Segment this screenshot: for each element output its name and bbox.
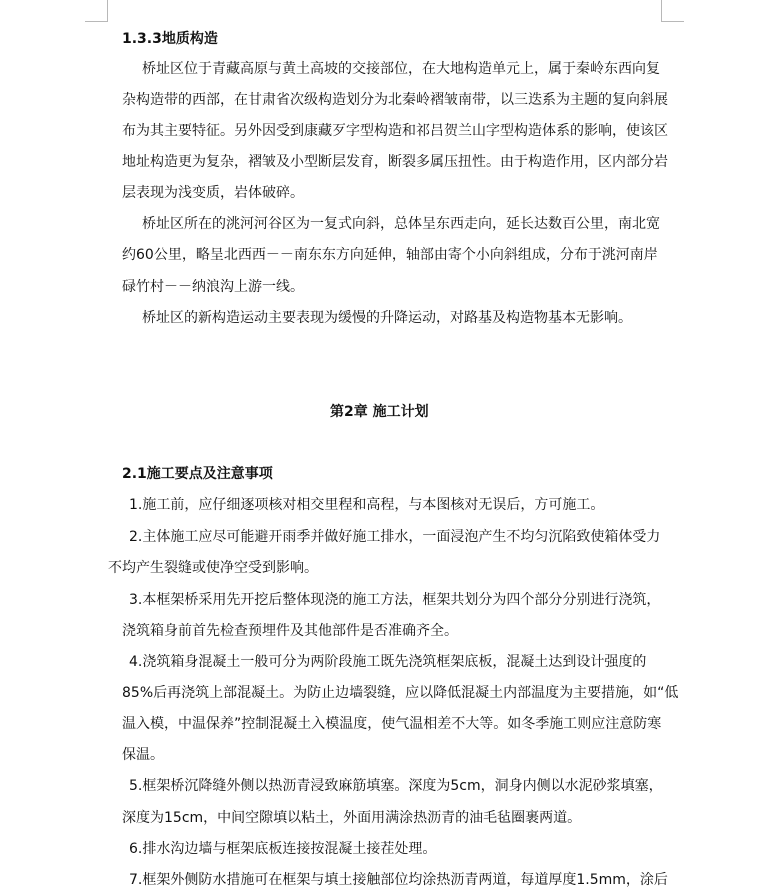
paragraph-line: 层表现为浅变质，岩体破碎。 [122, 185, 304, 201]
list-item-line: 4.浇筑箱身混凝土一般可分为两阶段施工既先浇筑框架底板，混凝土达到设计强度的 [129, 654, 647, 670]
chapter-title: 第2章 施工计划 [330, 404, 429, 420]
page-corner-mark [85, 21, 107, 22]
section-heading: 1.3.3地质构造 [122, 31, 218, 47]
list-item-line: 深度为15cm，中间空隙填以粘土，外面用满涂热沥青的油毛毡圈裹两道。 [122, 810, 582, 826]
list-item-line: 85%后再浇筑上部混凝土。为防止边墙裂缝，应以降低混凝土内部温度为主要措施，如“低 [122, 685, 679, 701]
list-item-line: 2.主体施工应尽可能避开雨季并做好施工排水，一面浸泡产生不均匀沉陷致使箱体受力 [129, 529, 661, 545]
list-item-line: 保温。 [122, 747, 164, 763]
paragraph-line: 桥址区所在的洮河河谷区为一复式向斜，总体呈东西走向，延长达数百公里，南北宽 [142, 216, 660, 232]
list-item-line: 浇筑箱身前首先检查预埋件及其他部件是否准确齐全。 [122, 623, 458, 639]
paragraph-line: 碌竹村－－纳浪沟上游一线。 [122, 279, 304, 295]
list-item-line: 1.施工前，应仔细逐项核对相交里程和高程，与本图核对无误后，方可施工。 [129, 497, 605, 513]
paragraph-line: 布为其主要特征。另外因受到康藏歹字型构造和祁吕贺兰山字型构造体系的影响，使该区 [122, 123, 668, 139]
page-corner-mark [107, 0, 108, 22]
paragraph-line: 杂构造带的西部，在甘肃省次级构造划分为北秦岭褶皱南带，以三迭系为主题的复向斜展 [122, 92, 668, 108]
list-item-line: 温入模，中温保养”控制混凝土入模温度，使气温相差不大等。如冬季施工则应注意防寒 [122, 716, 662, 732]
paragraph-line: 约60公里，略呈北西西－－南东东方向延伸，轴部由寄个小向斜组成，分布于洮河南岸 [122, 247, 658, 263]
page-corner-mark [662, 21, 684, 22]
paragraph-line: 地址构造更为复杂，褶皱及小型断层发育，断裂多属压扭性。由于构造作用，区内部分岩 [122, 154, 668, 170]
section-heading: 2.1施工要点及注意事项 [122, 466, 273, 482]
paragraph-line: 桥址区位于青藏高原与黄土高坡的交接部位，在大地构造单元上，属于秦岭东西向复 [142, 61, 660, 77]
list-item-line: 不均产生裂缝或使净空受到影响。 [108, 560, 318, 576]
list-item-line: 7.框架外侧防水措施可在框架与填土接触部位均涂热沥青两道，每道厚度1.5mm，涂后 [129, 872, 668, 888]
page-corner-mark [661, 0, 662, 22]
list-item-line: 6.排水沟边墙与框架底板连接按混凝土接茬处理。 [129, 841, 437, 857]
paragraph-line: 桥址区的新构造运动主要表现为缓慢的升降运动，对路基及构造物基本无影响。 [142, 310, 632, 326]
list-item-line: 5.框架桥沉降缝外侧以热沥青浸致麻筋填塞。深度为5cm，洞身内侧以水泥砂浆填塞， [129, 778, 663, 794]
list-item-line: 3.本框架桥采用先开挖后整体现浇的施工方法，框架共划分为四个部分分别进行浇筑， [129, 592, 661, 608]
